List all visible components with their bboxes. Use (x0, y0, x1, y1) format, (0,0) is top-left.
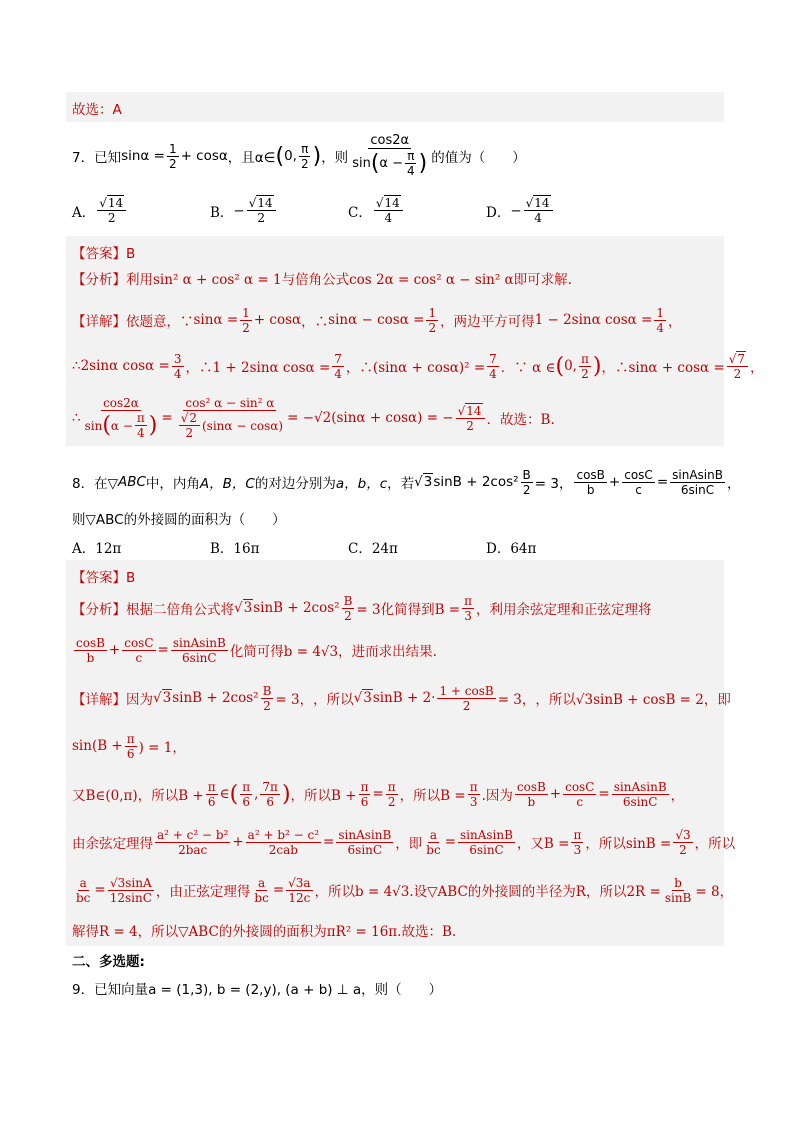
q8-detail-line1: 【详解】 因为 √3 sinB + 2cos² $\frac{B}{2}$ = 3， ，所以 √3 sinB + 2· $\frac{1 + \cos B}{2}$ = 3， ，所以√3sinB + cosB = 2，即 (72, 683, 731, 713)
q8-option-b: B．16π (210, 541, 260, 557)
q8-option-c: C．24π (348, 541, 398, 557)
q7-stem: 7．已知 sinα = $\frac{1}{2}$ + cosα ，且α∈ ( 0, $\frac{\pi}{2}$ ) ，则 cos2α sin ( α − $\frac{\pi}{4}$ ) 的值为（ ） (72, 133, 526, 178)
q8-analysis-line2: $\frac{\cos B}{b}$ + $\frac{\cos C}{c}$ = $\frac{\text{sinAsinB}}{6\sin C}$ 化简可得b = 4√3，进而求出结果. (76, 635, 437, 665)
q9-stem: 9．已知向量a = (1,3), b = (2,y), (a + b) ⊥ a，则（ ） (72, 982, 443, 998)
q8-analysis-line1: 【分析】 根据二倍角公式将 √3 sinB + 2cos² $\frac{B}{2}$ = 3化简得到B = $\frac{\pi}{3}$ ，利用余弦定理和正弦定理将 (72, 593, 652, 623)
q7-option-b: B． − $\frac{√14}{2}$ (210, 196, 278, 225)
q7-detail-line1: 【详解】 依题意，∵ sinα = $\frac{1}{2}$ + cosα ，∴ sinα − cosα = $\frac{1}{2}$ ，两边平方可得 1 − 2sinα cosα = $\frac{1}{4}$ ， (72, 305, 682, 335)
q8-detail-line6: 解得R = 4，所以▽ABC的外接圆的面积为πR² = 16π.故选：B. (72, 924, 457, 940)
q7-analysis: 【分析】利用sin² α + cos² α = 1与倍角公式cos 2α = cos² α − sin² α即可求解. (72, 272, 572, 288)
section-multiple-choice-title: 二、多选题: (72, 954, 145, 970)
q8-option-a: A．12π (72, 541, 122, 557)
q8-option-d: D．64π (486, 541, 537, 557)
q8-stem-line2: 则▽ABC的外接圆的面积为（ ） (72, 512, 286, 528)
q8-answer: 【答案】B (72, 570, 136, 586)
q7-detail-line3: ∴ cos2α sin ( α − $\frac{\pi}{4}$ ) = cos² α − sin² α $\frac{√2}{2}$ (sinα − cosα) = −√2(sinα + cosα) = − $\frac{√14}{2}$ ．故选：B. (72, 396, 555, 440)
prev-select-answer: 故选：A (72, 102, 122, 118)
q7-option-d: D． − $\frac{√14}{4}$ (486, 196, 555, 225)
q8-detail-line4: 由余弦定理得 $\frac{\text{a² + c² − b²}}{\text{2bac}}$ + $\frac{\text{a² + b² − c²}}{\text{2cab}}$ = $\frac{\text{sinAsinB}}{6\sin C}$ ，即 $\frac{a}{bc}$ = $\frac{\text{sinAsinB}}{6\sin C}$ ，又B = $\frac{\pi}{3}$ ，所以sinB = $\frac{√3}{2}$ ，所以 (72, 827, 736, 857)
q8-detail-line3: 又B∈(0,π)，所以B + $\frac{\pi}{6}$ ∈ ( $\frac{\pi}{6}$ , $\frac{7\pi}{6}$ ) ，所以B + $\frac{\pi}{6}$ = $\frac{\pi}{2}$ ，所以B = $\frac{\pi}{3}$ .因为 $\frac{\cos B}{b}$ + $\frac{\cos C}{c}$ = $\frac{\text{sinAsinB}}{6\sin C}$ ， (72, 779, 685, 809)
q7-detail-line2: ∴2sinα cosα = $\frac{3}{4}$ ，∴1 + 2sinα cosα = $\frac{7}{4}$ ，∴(sinα + cosα)² = $\frac{7}{4}$ ．∵ α ∈ ( 0, $\frac{\pi}{2}$ ) ，∴sinα + cosα = $\frac{√7}{2}$ ， (72, 351, 764, 381)
q7-option-a: A． $\frac{√14}{2}$ (72, 196, 128, 225)
prev-answer-shade (66, 92, 724, 122)
q7-option-c: C． $\frac{√14}{4}$ (348, 196, 405, 225)
q8-stem-line1: 8．在▽ ABC 中，内角 A，B，C 的对边分别为 a，b，c ，若 √3 sinB + 2cos² $\frac{B}{2}$ = 3， $\frac{\cos B}{b}$ + $\frac{\cos C}{c}$ = $\frac{\text{sinAsinB}}{6\sin C}$ ， (72, 467, 741, 497)
q7-answer: 【答案】B (72, 246, 136, 262)
q8-detail-line5: $\frac{a}{bc}$ = $\frac{√3\sin A}{12\sin C}$ ，由正弦定理得 $\frac{a}{bc}$ = $\frac{√3a}{12c}$ ，所以b = 4√3.设▽ABC的外接圆的半径为R，所以2R = $\frac{b}{\sin B}$ = 8， (76, 875, 734, 905)
q8-detail-line2: sin(B + $\frac{\pi}{6}$ ) = 1， (72, 731, 186, 761)
